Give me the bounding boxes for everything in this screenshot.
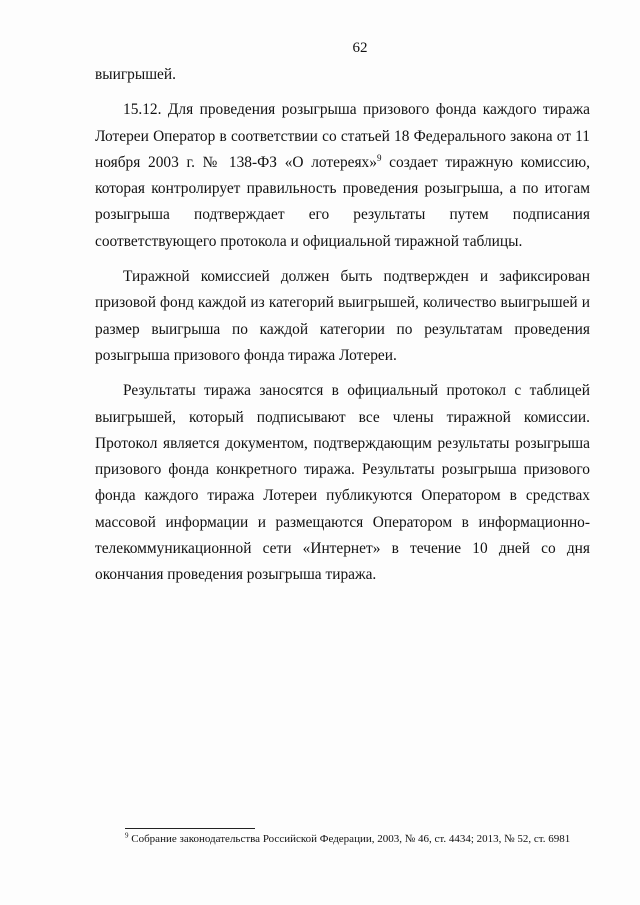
footnote-number: 9 — [125, 831, 129, 840]
paragraph-continuation: выигрышей. — [95, 66, 176, 83]
paragraph-15-12-start: 15.12. Для проведения розыгрыша призового фонда каждого тиража Лотереи Оператор в соответствии со статьей 18 Федерального закона от 11 ноября 2003 г. № 138-ФЗ «О лотереях» — [95, 101, 590, 171]
paragraph-results: Результаты тиража заносятся в официальный протокол с таблицей выигрышей, который подписывают все члены тиражной комиссии. Протокол является документом, подтверждающим результаты розыгрыша призового фонда конкретного тиража. Результаты розыгрыша призового фонда каждого тиража Лотереи публикуются Оператором в средствах массовой информации и размещаются Оператором в информационно-телекоммуникационной сети «Интернет» в течение 10 дней со дня окончания проведения розыгрыша тиража. — [95, 382, 590, 584]
footnote-divider — [125, 828, 255, 829]
footnote — [125, 832, 595, 847]
page-number: 62 — [352, 40, 368, 56]
footnote-reference: 9 — [376, 152, 382, 163]
paragraph-15-12 — [95, 97, 590, 255]
footnote-text: Собрание законодательства Российской Федерации, 2003, № 46, ст. 4434; 2013, № 52, ст. 6981 — [128, 833, 571, 845]
paragraph-commission: Тиражной комиссией должен быть подтвержден и зафиксирован призовой фонд каждой из категорий выигрышей, количество выигрышей и размер выигрыша по каждой категории по результатам проведения розыгрыша призового фонда тиража Лотереи. — [95, 268, 590, 364]
document-body — [95, 62, 590, 589]
paragraph-15-12-end: создает тиражную комиссию, которая контролирует правильность проведения розыгрыша, а по итогам розыгрыша подтверждает его результаты путем подписания соответствующего протокола и официальной тиражной таблицы. — [95, 153, 590, 250]
